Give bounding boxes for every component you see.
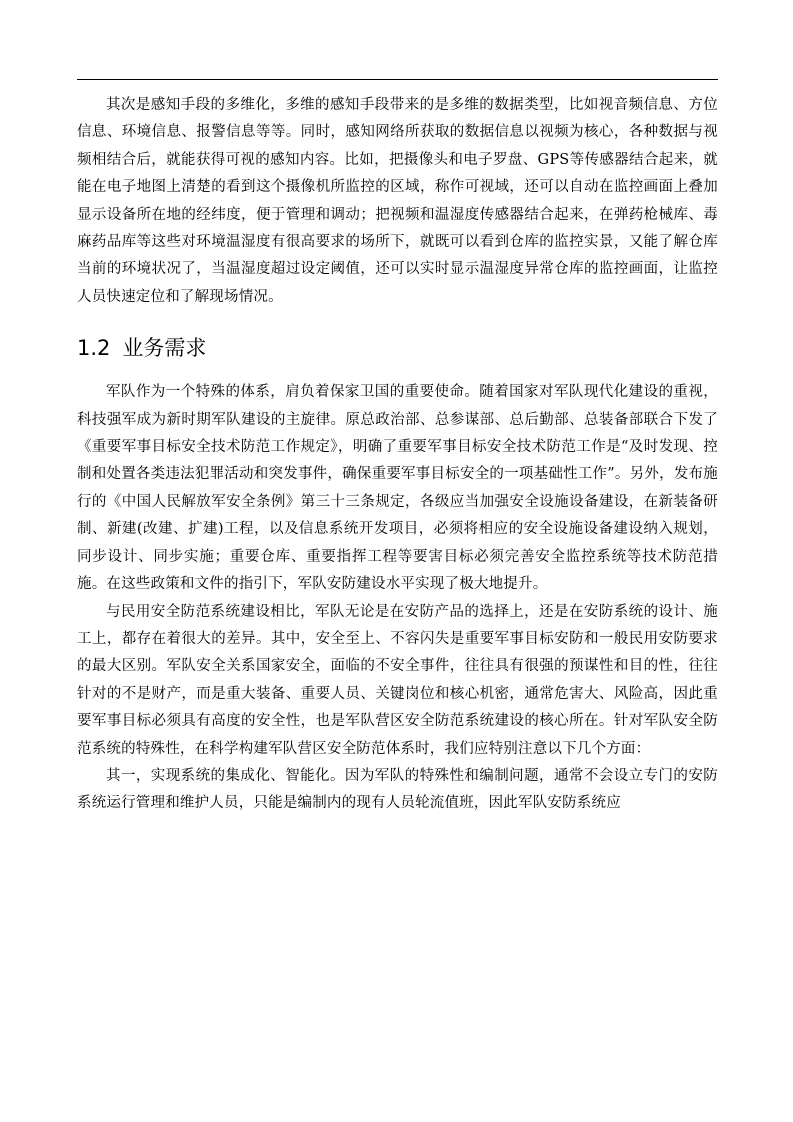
paragraph-sensing-dimensions: 其次是感知手段的多维化，多维的感知手段带来的是多维的数据类型，比如视音频信息、方位信息、环境信息、报警信息等等。同时，感知网络所获取的数据信息以视频为核心，各种数据与视频相结合后，就能获得可视的感知内容。比如，把摄像头和电子罗盘、GPS等传感器结合起来，就能在电子地图上清楚的看到这个摄像机所监控的区域，称作可视域，还可以自动在监控画面上叠加显示设备所在地的经纬度，便于管理和调动；把视频和温湿度传感器结合起来，在弹药枪械库、毒麻药品库等这些对环境温湿度有很高要求的场所下，就既可以看到仓库的监控实景，又能了解仓库当前的环境状况了，当温湿度超过设定阈值，还可以实时显示温湿度异常仓库的监控画面，让监控人员快速定位和了解现场情况。 (77, 97, 718, 305)
paragraph-integration: 其一，实现系统的集成化、智能化。因为军队的特殊性和编制问题，通常不会设立专门的安防系统运行管理和维护人员，只能是编制内的现有人员轮流值班，因此军队安防系统应 (77, 767, 718, 812)
section-heading (77, 328, 718, 368)
section-number: 1.2 (77, 336, 111, 361)
document-body (77, 92, 718, 818)
paragraph-civil-comparison: 与民用安全防范系统建设相比，军队无论是在安防产品的选择上，还是在安防系统的设计、施工上，都存在着很大的差异。其中，安全至上、不容闪失是重要军事目标安防和一般民用安防要求的最大区别。军队安全关系国家安全，面临的不安全事件，往往具有很强的预谋性和目的性，往往针对的不是财产，而是重大装备、重要人员、关键岗位和核心机密，通常危害大、风险高，因此重要军事目标必须具有高度的安全性，也是军队营区安全防范系统建设的核心所在。针对军队安全防范系统的特殊性，在科学构建军队营区安全防范体系时，我们应特别注意以下几个方面： (77, 603, 718, 757)
header-rule (77, 79, 718, 80)
section-title: 业务需求 (122, 336, 207, 361)
paragraph-military-mission: 军队作为一个特殊的体系，肩负着保家卫国的重要使命。随着国家对军队现代化建设的重视，科技强军成为新时期军队建设的主旋律。原总政治部、总参谋部、总后勤部、总装备部联合下发了《重要军事目标安全技术防范工作规定》，明确了重要军事目标安全技术防范工作是“及时发现、控制和处置各类违法犯罪活动和突发事件，确保重要军事目标安全的一项基础性工作”。另外，发布施行的《中国人民解放军安全条例》第三十三条规定，各级应当加强安全设施设备建设，在新装备研制、新建(改建、扩建)工程，以及信息系统开发项目，必须将相应的安全设施设备建设纳入规划，同步设计、同步实施；重要仓库、重要指挥工程等要害目标必须完善安全监控系统等技术防范措施。在这些政策和文件的指引下，军队安防建设水平实现了极大地提升。 (77, 384, 718, 593)
